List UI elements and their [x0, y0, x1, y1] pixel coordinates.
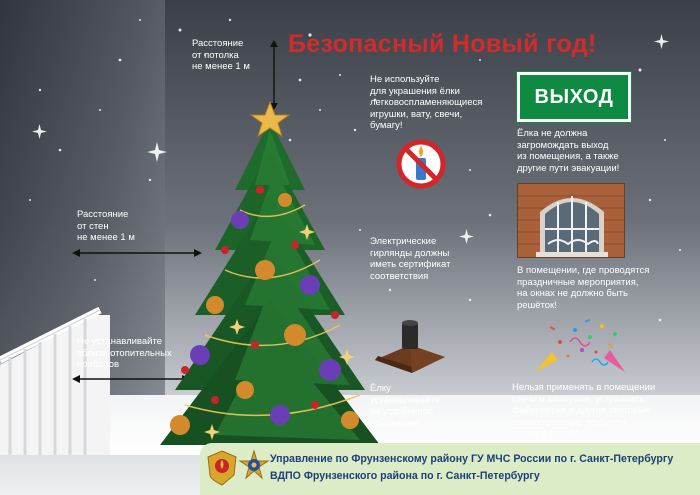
garlands-note-line: соответствия	[370, 270, 429, 282]
vdpo-emblem-icon	[206, 449, 238, 487]
flammable-note-line: бумагу!	[370, 120, 403, 131]
windows-note-line: решёток!	[517, 299, 557, 311]
fireworks-note-line: рядом с ёлкой!	[512, 428, 579, 439]
flammable-note-line: игрушки, вату, свечи,	[370, 108, 463, 120]
fireworks-note-line: Нельзя применять в помещении	[512, 382, 656, 393]
ceiling-note-line: Расстояние	[192, 38, 244, 49]
exit-sign-text: ВЫХОД	[534, 85, 614, 108]
stand-note-line: на устойчивое	[370, 406, 434, 417]
flammable-note-line: для украшения ёлки	[370, 85, 460, 97]
flammable-note	[370, 74, 482, 132]
garlands-note-line: гирлянды должны	[370, 247, 450, 259]
garlands-note-line: иметь сертификат	[370, 259, 451, 270]
exit-note-line: загромождать выход	[517, 139, 609, 151]
windows-note-line: праздничные мероприятия,	[517, 276, 639, 288]
heaters-note-line: вблизи отопительных	[77, 347, 172, 359]
walls-note-line: не менее 1 м	[77, 232, 135, 243]
ceiling-note	[192, 38, 250, 73]
heaters-note-line: приборов	[77, 359, 120, 370]
flammable-note-line: легковоспламеняющиеся	[370, 97, 483, 108]
exit-note-line: Ёлка не должна	[517, 128, 588, 139]
tree-stand-icon	[370, 315, 450, 375]
footer-line-2: ВДПО Фрунзенского района по г. Санкт-Петербургу	[270, 470, 540, 482]
ceiling-note-line: не менее 1 м	[192, 61, 250, 72]
stand-note-line: основание!	[370, 417, 420, 429]
flammable-note-line: Не используйте	[370, 74, 440, 85]
heaters-note-line: Не устанавливайте	[77, 336, 162, 347]
fireworks-note-line: пожароопасные эффекты	[512, 416, 627, 428]
exit-note-line: из помещения, а также	[517, 151, 619, 162]
fireworks-note	[512, 382, 655, 440]
exit-note	[517, 128, 619, 174]
barred-window-icon	[517, 183, 625, 258]
fireworks-note-line: фейерверки и другие световые	[512, 405, 651, 416]
confetti-icon	[530, 312, 640, 377]
candle-ban-icon	[395, 138, 447, 190]
christmas-tree-icon	[155, 100, 385, 450]
exit-sign	[517, 72, 631, 122]
stand-note-line: Ёлку	[370, 383, 391, 394]
ceiling-note-line: от потолка	[192, 49, 239, 61]
walls-note	[77, 209, 135, 244]
exit-note-line: другие пути эвакуации!	[517, 162, 620, 174]
mchs-emblem-icon	[238, 449, 270, 487]
walls-note-line: от стен	[77, 220, 109, 232]
footer-line-1: Управление по Фрунзенскому району ГУ МЧС России по г. Санкт-Петербургу	[270, 453, 674, 465]
walls-note-line: Расстояние	[77, 209, 129, 220]
windows-note-line: на окнах не должно быть	[517, 288, 628, 299]
footer	[200, 443, 700, 495]
stand-note-line: устанавливайте	[370, 394, 441, 406]
windows-note	[517, 265, 649, 311]
poster-title: Безопасный Новый год!	[288, 30, 597, 58]
windows-note-line: В помещении, где проводятся	[517, 265, 650, 276]
garlands-note-line: Электрические	[370, 236, 437, 247]
fireworks-note-line: свечи и хлопушки, устраивать	[512, 393, 645, 405]
